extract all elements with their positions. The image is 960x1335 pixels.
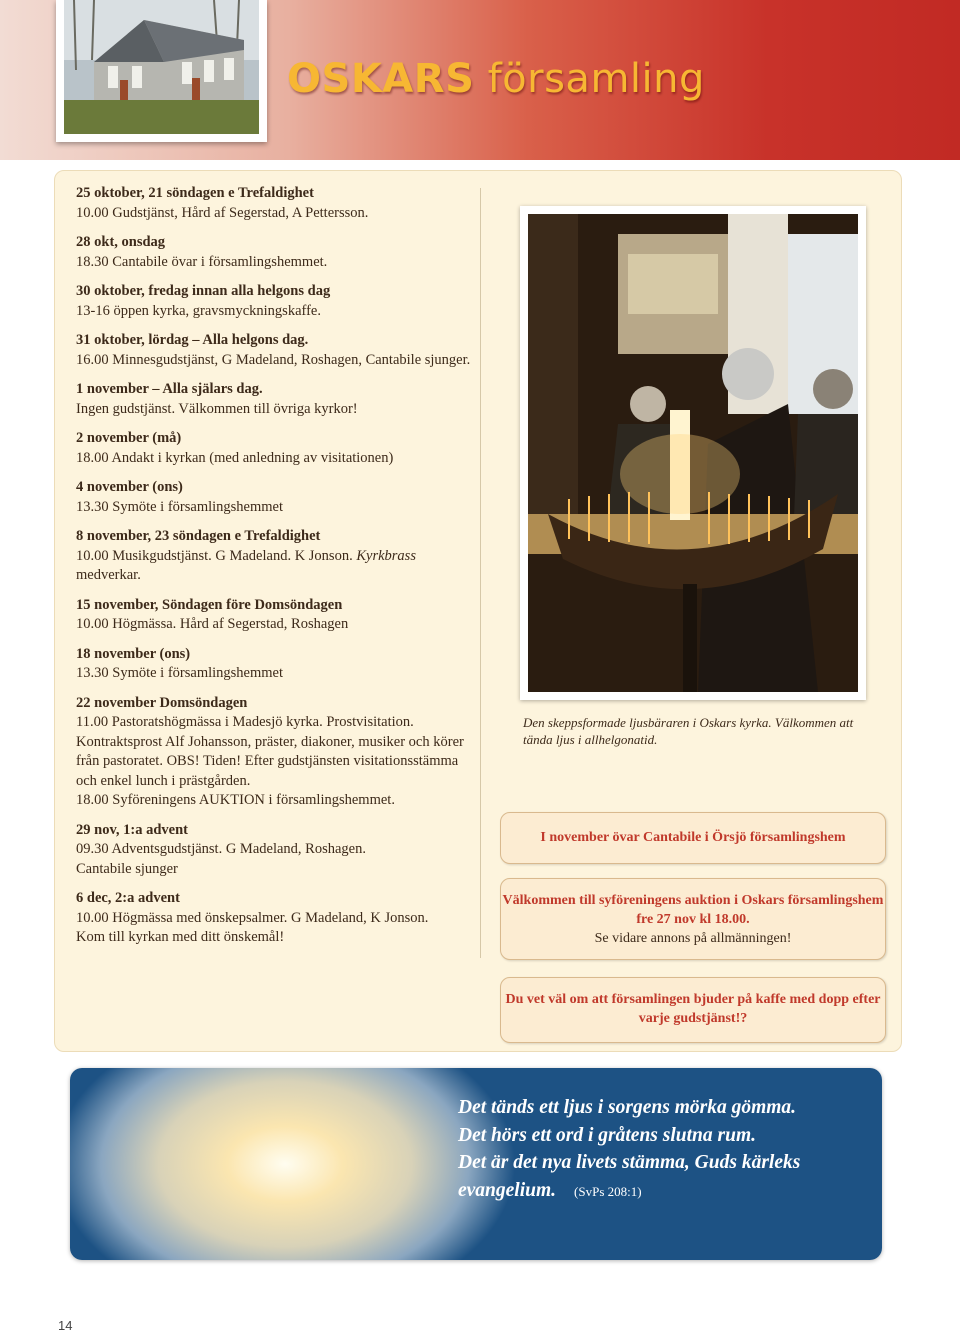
event-details: 11.00 Pastoratshögmässa i Madesjö kyrka. Prostvisitation. Kontraktsprost Alf Johansson, präster, diakoner, musiker och körer från pastoratet. OBS! Tiden! Efter gudstjänsten visitationsstämma och enkel lunch i prästgården. bbox=[76, 714, 464, 789]
column-divider bbox=[480, 188, 481, 958]
event-item bbox=[76, 331, 476, 370]
event-details: 10.00 Musikgudstjänst. G Madeland. K Jonson. Kyrkbrass medverkar. bbox=[76, 547, 416, 583]
church-photo bbox=[56, 0, 267, 142]
event-date: 22 november Domsöndagen bbox=[76, 694, 248, 711]
cantabile-note bbox=[500, 812, 886, 864]
verse-line: evangelium. (SvPs 208:1) bbox=[458, 1179, 642, 1201]
coffee-note bbox=[500, 977, 886, 1043]
event-details: 13-16 öppen kyrka, gravsmyckningskaffe. bbox=[76, 302, 321, 319]
event-date: 29 nov, 1:a advent bbox=[76, 821, 188, 838]
event-item bbox=[76, 889, 476, 948]
event-date: 4 november (ons) bbox=[76, 479, 183, 495]
event-date: 25 oktober, 21 söndagen e Trefaldighet bbox=[76, 185, 314, 201]
event-date: 1 november – Alla själars dag. bbox=[76, 381, 263, 397]
cantabile-note-text: I november övar Cantabile i Örsjö församlingshem bbox=[540, 830, 846, 845]
event-date: 31 oktober, lördag – Alla helgons dag. bbox=[76, 332, 309, 348]
event-details: Ingen gudstjänst. Välkommen till övriga kyrkor! bbox=[76, 400, 358, 417]
event-details: Kom till kyrkan med ditt önskemål! bbox=[76, 929, 285, 945]
verse-line: Det tänds ett ljus i sorgens mörka gömma. bbox=[458, 1097, 797, 1118]
event-details: 18.30 Cantabile övar i församlingshemmet. bbox=[76, 253, 328, 270]
candle-photo bbox=[520, 206, 866, 700]
event-details: Cantabile sjunger bbox=[76, 860, 178, 877]
event-item bbox=[76, 478, 476, 517]
auction-note-normal: Se vidare annons på allmänningen! bbox=[594, 931, 792, 946]
event-item bbox=[76, 527, 476, 586]
hymn-verse bbox=[458, 1094, 878, 1205]
event-item bbox=[76, 821, 476, 880]
event-date: 28 okt, onsdag bbox=[76, 234, 166, 250]
event-details: 18.00 Andakt i kyrkan (med anledning av visitationen) bbox=[76, 449, 394, 466]
verse-line: Det hörs ett ord i gråtens slutna rum. bbox=[458, 1124, 756, 1146]
verse-line: Det är det nya livets stämma, Guds kärleks bbox=[458, 1152, 801, 1173]
photo-caption: Den skeppsformade ljusbäraren i Oskars kyrka. Välkommen att tända ljus i allhelgonatid. bbox=[523, 715, 854, 747]
event-schedule bbox=[76, 184, 476, 958]
event-item bbox=[76, 429, 476, 468]
event-item bbox=[76, 380, 476, 419]
event-date: 6 dec, 2:a advent bbox=[76, 890, 180, 906]
event-details: 10.00 Högmässa med önskepsalmer. G Madeland, K Jonson. bbox=[76, 909, 429, 926]
event-date: 30 oktober, fredag innan alla helgons dag bbox=[76, 283, 331, 299]
event-details: 18.00 Syföreningens AUKTION i församlingshemmet. bbox=[76, 792, 395, 808]
event-item bbox=[76, 282, 476, 321]
event-date: 8 november, 23 söndagen e Trefaldighet bbox=[76, 528, 321, 544]
page-number: 14 bbox=[58, 1318, 73, 1333]
page-title: OSKARS församling bbox=[287, 56, 705, 102]
auction-note-bold: Välkommen till syföreningens auktion i Oskars församlingshem fre 27 nov kl 18.00. bbox=[502, 893, 884, 927]
event-date: 18 november (ons) bbox=[76, 645, 191, 662]
event-item bbox=[76, 645, 476, 684]
event-item bbox=[76, 596, 476, 635]
header-banner bbox=[0, 0, 960, 160]
auction-note bbox=[500, 878, 886, 960]
event-details: 10.00 Gudstjänst, Hård af Segerstad, A Pettersson. bbox=[76, 204, 369, 221]
event-details: 16.00 Minnesgudstjänst, G Madeland, Roshagen, Cantabile sjunger. bbox=[76, 351, 471, 368]
event-details: 10.00 Högmässa. Hård af Segerstad, Roshagen bbox=[76, 616, 349, 632]
coffee-note-text: Du vet väl om att församlingen bjuder på kaffe med dopp efter varje gudstjänst!? bbox=[505, 992, 881, 1026]
event-item bbox=[76, 184, 476, 223]
event-date: 2 november (må) bbox=[76, 430, 182, 446]
event-item bbox=[76, 233, 476, 272]
verse-reference: (SvPs 208:1) bbox=[574, 1183, 642, 1199]
event-details: 13.30 Symöte i församlingshemmet bbox=[76, 665, 284, 681]
event-item bbox=[76, 694, 476, 811]
event-details: 09.30 Adventsgudstjänst. G Madeland, Roshagen. bbox=[76, 841, 366, 857]
event-details: 13.30 Symöte i församlingshemmet bbox=[76, 498, 284, 515]
event-date: 15 november, Söndagen före Domsöndagen bbox=[76, 596, 343, 613]
